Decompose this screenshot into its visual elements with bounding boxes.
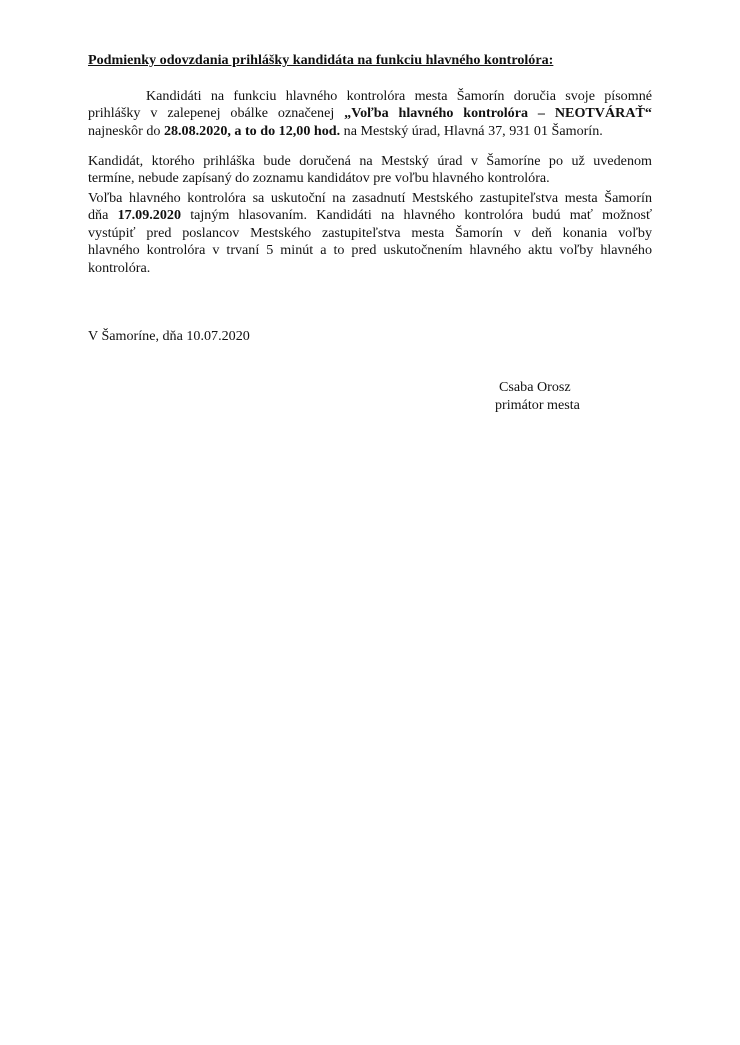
election-date-prefix: dňa xyxy=(88,207,118,224)
signatory-name: Csaba Orosz xyxy=(499,379,571,395)
submission-line-3 xyxy=(88,123,652,140)
submission-line-2 xyxy=(88,105,652,122)
submission-line-1: Kandidáti na funkciu hlavného kontrolóra mesta Šamorín doručia svoje písomné xyxy=(146,88,652,104)
deadline-date: 28.08.2020, a to do 12,00 hod. xyxy=(163,122,341,139)
election-paragraph xyxy=(88,190,652,277)
place-and-date: V Šamoríne, dňa 10.07.2020 xyxy=(88,328,250,344)
deadline-prefix: najneskôr do xyxy=(88,122,164,139)
election-line-3: vystúpiť pred poslancov Mestského zastupiteľstva mesta Šamorín v deň konania voľby xyxy=(88,224,652,241)
election-line-1: Voľba hlavného kontrolóra sa uskutoční na zasadnutí Mestského zastupiteľstva mesta Šamorín xyxy=(88,190,652,206)
late-line-1: Kandidát, ktorého prihláška bude doručená na Mestský úrad v Šamoríne po už uvedenom xyxy=(88,153,652,169)
election-line-4: hlavného kontrolóra v trvaní 5 minút a to pred uskutočnením hlavného aktu voľby hlavného xyxy=(88,242,652,259)
election-line-2 xyxy=(88,207,652,224)
election-voting-text: tajným hlasovaním. Kandidáti na hlavného kontrolóra budú mať možnosť xyxy=(180,207,652,224)
submission-paragraph xyxy=(88,88,652,140)
deadline-address: na Mestský úrad, Hlavná 37, 931 01 Šamorín. xyxy=(340,122,603,139)
election-date: 17.09.2020 xyxy=(117,207,181,224)
document-title: Podmienky odovzdania prihlášky kandidáta na funkciu hlavného kontrolóra: xyxy=(88,52,554,68)
envelope-label: „Voľba hlavného kontrolóra – NEOTVÁRAŤ“ xyxy=(344,105,652,122)
envelope-text: prihlášky v zalepenej obálke označenej xyxy=(88,105,345,122)
late-submission-paragraph xyxy=(88,153,652,188)
late-line-2: termíne, nebude zapísaný do zoznamu kandidátov pre voľbu hlavného kontrolóra. xyxy=(88,170,550,187)
signatory-position: primátor mesta xyxy=(495,397,580,413)
election-line-5: kontrolóra. xyxy=(88,259,151,276)
